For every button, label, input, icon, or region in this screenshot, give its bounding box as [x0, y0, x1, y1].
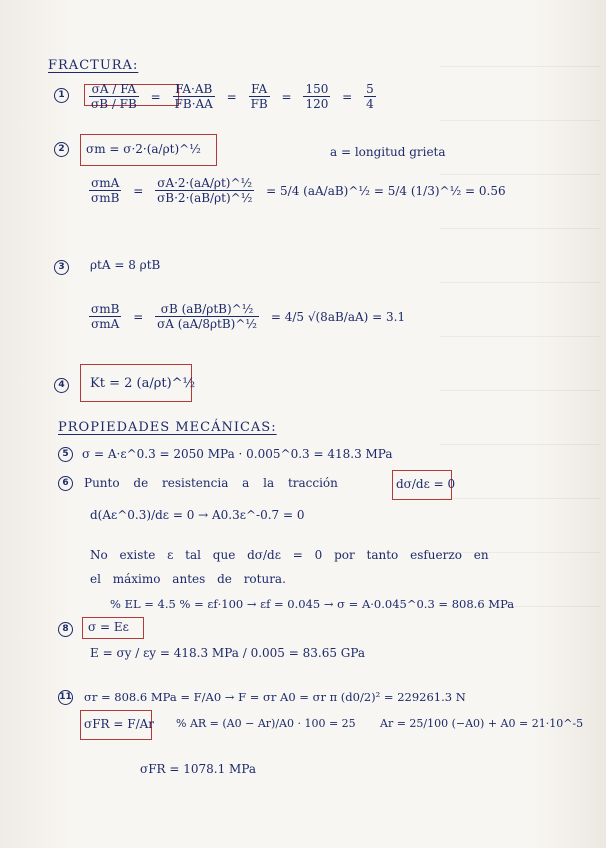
item-8-box-text: σ = Eε: [88, 620, 129, 634]
item-6-text-4: el máximo antes de rotura.: [90, 572, 286, 586]
item-6-text-1: Punto de resistencia a la tracción: [84, 476, 338, 490]
equation-11-ar: % AR = (A0 − Ar)/A0 · 100 = 25: [176, 717, 356, 730]
equation-11-line-1: σr = 808.6 MPa = F/A0 → F = σr A0 = σr π (d0/2)² = 229261.3 N: [84, 690, 466, 704]
eq3-mid-num: σB (aB/ρtB)^½: [155, 302, 259, 317]
eq3-mid-den: σA (aA/8ρtB)^½: [157, 317, 258, 331]
equation-3-derivation: $\frac{\text{σmB}}{\text{σmA}}$ = $\frac{\text{σB (aB/ρtB)\textasciicircum{}½}}{\text{σA (aA/8ρtB)\textasciicircum{}½}}$ = 4/5 √(8aB/aA) = 3.1: [91, 302, 406, 331]
item-6-text-3: No existe ε tal que dσ/dε = 0 por tanto esfuerzo en: [90, 548, 489, 562]
equation-3-formula: ρtA = 8 ρtB: [90, 258, 161, 272]
eq1-r3-num: 5: [366, 82, 374, 96]
equation-11-result: σFR = 1078.1 MPa: [140, 762, 257, 776]
eq2-mid-den: σB·2·(aB/ρt)^½: [157, 191, 253, 205]
equation-2-formula: σm = σ·2·(a/ρt)^½: [86, 142, 201, 156]
item-number-3: 3: [54, 260, 69, 275]
eq1-r2-den: 120: [305, 97, 329, 111]
equation-2-note: a = longitud grieta: [330, 145, 446, 159]
equation-4-formula: Kt = 2 (a/ρt)^½: [90, 376, 196, 391]
eq1-mid-num: FA·AB: [173, 82, 215, 97]
item-number-5: 5: [58, 447, 73, 462]
eq2-lhs-den: σmB: [91, 191, 120, 205]
item-6-text-5: % EL = 4.5 % = εf·100 → εf = 0.045 → σ = A·0.045^0.3 = 808.6 MPa: [110, 597, 515, 611]
item-number-6: 6: [58, 476, 73, 491]
section-title-propiedades: PROPIEDADES MECÁNICAS:: [58, 420, 277, 435]
item-6-box-text: dσ/dε = 0: [396, 477, 456, 491]
item-6-text-2: d(Aε^0.3)/dε = 0 → A0.3ε^-0.7 = 0: [90, 508, 305, 522]
section-title-fractura: FRACTURA:: [48, 58, 139, 73]
bleed-through-texture: [440, 40, 600, 660]
item-number-2: 2: [54, 142, 69, 157]
eq2-lhs-num: σmA: [89, 176, 121, 191]
equation-1: $\frac{\sigma A / FA}{\sigma B / FB}$ = $\frac{FA\cdot AB}{FB\cdot AA}$ = $\frac{FA}{FB}$ = $\frac{150}{120}$ = $\frac{5}{4}$: [91, 82, 374, 111]
eq1-r1-num: FA: [249, 82, 270, 97]
item-number-1: 1: [54, 88, 69, 103]
eq1-mid-den: FB·AA: [174, 97, 213, 111]
eq1-lhs-num: σA / FA: [89, 82, 139, 97]
eq1-r2-num: 150: [305, 82, 329, 96]
eq1-r3-den: 4: [366, 97, 374, 111]
eq1-lhs-den: σB / FB: [91, 97, 137, 111]
equation-2-derivation: $\frac{\text{σmA}}{\text{σmB}}$ = $\frac{\text{σA·2·(aA/ρt)\textasciicircum{}½}}{\text{σB·2·(aB/ρt)\textasciicircum{}½}}$ = 5/4 (aA/aB)^½ = 5/4 (1/3)^½ = 0.56: [91, 176, 506, 205]
equation-11-af: Ar = 25/100 (−A0) + A0 = 21·10^-5: [380, 717, 584, 730]
item-number-8: 8: [58, 622, 73, 637]
eq2-tail: = 5/4 (aA/aB)^½ = 5/4 (1/3)^½ = 0.56: [266, 183, 506, 198]
eq1-r1-den: FB: [250, 97, 268, 111]
eq3-lhs-den: σmA: [91, 317, 120, 331]
item-number-4: 4: [54, 378, 69, 393]
eq3-tail: = 4/5 √(8aB/aA) = 3.1: [270, 309, 406, 324]
eq2-mid-num: σA·2·(aA/ρt)^½: [155, 176, 254, 191]
item-number-11: 11: [58, 690, 73, 705]
equation-5: σ = A·ε^0.3 = 2050 MPa · 0.005^0.3 = 418.3 MPa: [82, 447, 393, 461]
equation-8: E = σy / εy = 418.3 MPa / 0.005 = 83.65 GPa: [90, 646, 366, 660]
eq3-lhs-num: σmB: [91, 302, 120, 316]
item-11-box-text: σFR = F/Ar: [84, 717, 155, 731]
